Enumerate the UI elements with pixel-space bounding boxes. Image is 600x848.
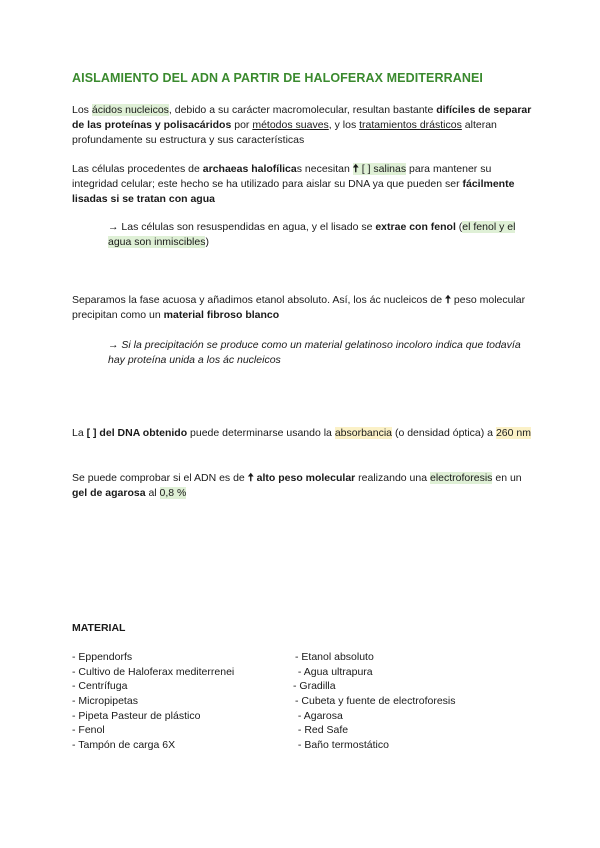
list-item: - Eppendorfs xyxy=(72,651,133,663)
list-item: - Red Safe xyxy=(295,724,349,737)
list-item: - Centrífuga xyxy=(72,680,128,693)
up-arrow-icon: 🠅 xyxy=(352,163,359,175)
paragraph-fenol: → Las células son resuspendidas en agua, y el lisado se extrae con fenol (el fenol y el agua son inmiscibles) xyxy=(108,221,516,248)
highlight-260nm: 260 nm xyxy=(495,427,531,439)
paragraph-etanol: Separamos la fase acuosa y añadimos etanol absoluto. Así, los ác nucleicos de 🠅 peso molecular precipitan como un material fibroso blanco xyxy=(72,294,526,321)
list-item: - Gradilla xyxy=(293,680,336,693)
list-item: - Fenol xyxy=(72,724,105,737)
highlight-acidos-nucleicos: ácidos nucleicos xyxy=(91,104,169,116)
paragraph-precipitacion-note: → Si la precipitación se produce como un material gelatinoso incoloro indica que todavía hay proteína unida a los ác nucleicos xyxy=(108,339,521,366)
up-arrow-icon: 🠅 xyxy=(444,294,452,306)
highlight-inmiscibles: el fenol y el agua son inmiscibles xyxy=(108,221,516,248)
list-item: - Cubeta y fuente de electroforesis xyxy=(295,695,456,708)
list-item: - Agarosa xyxy=(295,709,343,722)
paragraph-concentracion: La [ ] del DNA obtenido puede determinarse usando la absorbancia (o densidad óptica) a 260 nm xyxy=(72,427,531,439)
list-item: - Etanol absoluto xyxy=(295,651,374,663)
up-arrow-icon: 🠅 xyxy=(247,472,254,484)
paragraph-archaeas: Las células procedentes de archaeas halofílicas necesitan 🠅 [ ] salinas para mantener su integridad celular; este hecho se ha utilizado para aislar su DNA ya que pueden ser fácilmente lisadas si se tratan con agua xyxy=(72,163,515,205)
highlight-percentage: 0,8 % xyxy=(159,487,187,499)
list-item: - Agua ultrapura xyxy=(295,665,373,678)
highlight-electroforesis: electroforesis xyxy=(429,472,493,484)
list-item: - Baño termostático xyxy=(295,739,389,752)
highlight-absorbancia: absorbancia xyxy=(334,427,393,439)
page-title: AISLAMIENTO DEL ADN A PARTIR DE HALOFERAX MEDITERRANEI xyxy=(72,71,483,85)
list-item: - Cultivo de Haloferax mediterrenei xyxy=(72,665,235,678)
list-item: - Tampón de carga 6X xyxy=(72,739,176,752)
material-list-right xyxy=(283,650,456,753)
paragraph-intro: Los ácidos nucleicos, debido a su carácter macromolecular, resultan bastante difíciles de separar de las proteínas y polisacáridos por métodos suaves, y los tratamientos drásticos alteran profundamente su estructura y sus características xyxy=(72,104,532,146)
material-list-left xyxy=(72,650,234,753)
list-item: - Micropipetas xyxy=(72,695,138,708)
list-item: - Pipeta Pasteur de plástico xyxy=(72,709,201,722)
paragraph-electroforesis: Se puede comprobar si el ADN es de 🠅 alto peso molecular realizando una electroforesis en un gel de agarosa al 0,8 % xyxy=(72,472,522,499)
material-heading: MATERIAL xyxy=(72,622,126,634)
